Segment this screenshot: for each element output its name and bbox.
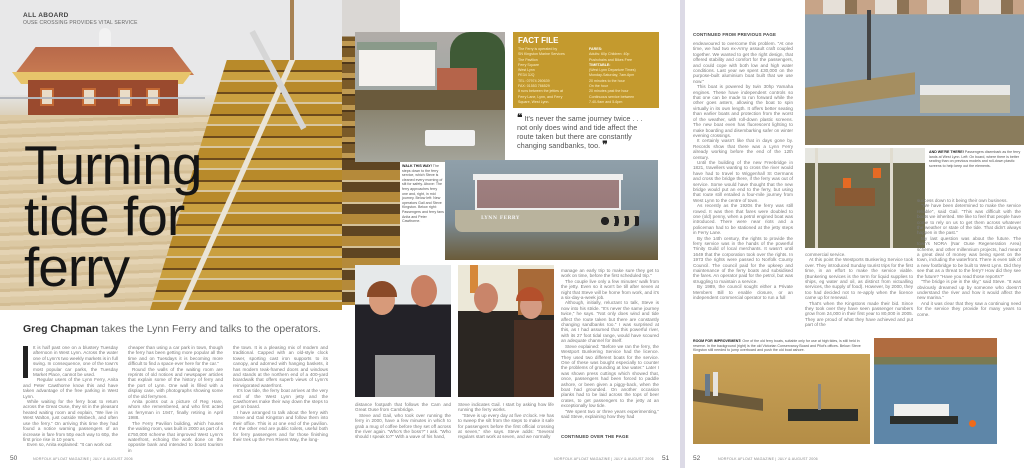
paragraph: By 1989, the council sought either a Private Members Bill to enable closure, or an independent commercial operator to run a full bbox=[693, 284, 793, 301]
byline bbox=[23, 323, 321, 335]
paragraph: Steve indicates Gail. I start by asking how life running the ferry works. bbox=[458, 402, 554, 413]
paragraph: Even so, Anita explained: "It can work out bbox=[27, 442, 112, 448]
body-column bbox=[458, 402, 554, 440]
page-50 bbox=[0, 0, 342, 468]
paragraph: Steve and Gail, who took over running the ferry in 2000, have a few minutes in which to grab a mug of coffee before they set off across the river again. "Who's the boss?" I ask. "Who should I speak to?" With a wave of his hand, bbox=[355, 412, 451, 440]
paragraph: cheaper than using a car park in town, though the ferry has been getting more popular all the time and on Tuesdays it is becoming more difficult to find a space ever here for the car." bbox=[128, 345, 223, 367]
photo-caption-there bbox=[929, 150, 1021, 168]
paragraph: By the 14th century, the rights to provide the ferry service was in the hands of the powerful Trinity Guild of local merchants. It wasn't until 1649 that the corporation took over the rights. In 1973 the rights were passed to Norfolk County Council. The council paid for the upkeep and maintenance of the ferry boats and subsidised the fares. An operator paid for the petrol, but was struggling to maintain a service. bbox=[693, 235, 793, 284]
paragraph: distance footpath that follows the Cam and Great Ouse from Cambridge. bbox=[355, 402, 451, 413]
page-number: 51 bbox=[662, 455, 670, 462]
caption-title: WALK THIS WAY! bbox=[402, 164, 432, 168]
caption-text: One of the old ferry boats, suitable only for use at high tides, is still held in reserve. In the background (right) is the old Victorian Conservancy Board and Pilot's offices. Below: Steve Kingston still needed to jump overboard and push the old boat ashore. bbox=[693, 339, 861, 353]
paragraph: "Steve is up every day at five o'clock. He has to sweep the silt from the steps to make it safe for passengers before the first official crossing at seven," she says. Steve adds: "Several regulars start work at seven, and we normally bbox=[458, 412, 554, 440]
photo-old-ferry-boat bbox=[693, 354, 870, 444]
fact-line: West Lynn bbox=[518, 68, 535, 73]
body-column bbox=[355, 402, 451, 440]
paragraph: And it was clear that they saw a continuing need for the service they provide for many years to come. bbox=[917, 300, 1021, 317]
fact-line: 7.40-9am and 5-6pm bbox=[589, 99, 623, 104]
photo-ferry-approaching bbox=[355, 32, 505, 162]
fact-line: 20 minutes past the hour bbox=[589, 89, 629, 94]
pull-quote-text: It's never the same journey twice . . . not only does wind and tide affect the route taken but there are constantly changing sandbanks, too. bbox=[517, 114, 643, 150]
paragraph: endeavoured to overcome this problem. "At one time, we had two ex-Army assault craft coupled together. We wanted to get the right design, that offered stability and comfort for the passengers, and could cope with both low and high water conditions. Last year we spent £30,000 on the purpose-built aluminium boat built that we use now." bbox=[693, 41, 793, 84]
author-name: Greg Chapman bbox=[23, 323, 99, 335]
body-columns bbox=[23, 345, 328, 453]
section-kicker bbox=[23, 12, 138, 26]
paragraph: success down to it being their own business. bbox=[917, 198, 1008, 203]
article-headline bbox=[24, 134, 202, 298]
byline-text: takes the Lynn Ferry and talks to the operators. bbox=[98, 323, 321, 335]
paragraph: The couple live only a few minutes' walk from the jetty. Even so it won't be till after seven at night that Steve will be home from work, and it's a six-day-a-week job. bbox=[561, 278, 659, 301]
fact-file-title: FACT FILE bbox=[518, 36, 559, 45]
photo-caption-improvement bbox=[693, 339, 868, 353]
paragraph: Until the building of the new Freebridge in 1821, travellers wanting to cross the river would have had to travel to Wiggenhall St Germans and cross the bridge there, if the ferry was out of service. Some would have thought that the new bridge would put an end to the ferry, but using that route still entailed a four-mile journey from West Lynn to the centre of town. bbox=[693, 159, 793, 203]
paragraph: It's low tide, the ferry boat arrives at the very end of the West Lynn jetty and the Cawthornes make their way down the steps to get on board. bbox=[233, 388, 328, 410]
paragraph: My last question was about the future. The town's NORA (Nar Ouse Regeneration Area) scheme, and other millennium projects, had meant a great deal of money was being spent on the town, including the waterfront. There is even talk of a new footbridge to be built to West Lynn. Did they see that as a threat to the ferry? How did they see the future? "Have you read those reports?" bbox=[917, 235, 1021, 279]
fact-line: On the hour bbox=[589, 84, 608, 89]
fact-file-box bbox=[513, 32, 659, 108]
fact-line: It runs between the jetties at bbox=[518, 89, 563, 94]
magazine-footer: NORFOLK AFLOAT MAGAZINE | JULY & AUGUST 2006 bbox=[718, 457, 818, 461]
fact-file-contact bbox=[518, 47, 581, 105]
magazine-footer: NORFOLK AFLOAT MAGAZINE | JULY & AUGUST 2006 bbox=[33, 457, 133, 461]
paragraph: This boat is powered by twin 30hp Yamaha engines. These have independent controls so that one can be made to run forward while the other goes astern, allowing the boat to spin virtually in its own length. It offers better seating than earlier boats and protection from the worst of the weather, with roll-down plastic screens. The new boat even has fluorescent lighting to make boarding and disembarking safer on winter evening crossings. bbox=[693, 84, 793, 138]
kicker-subtitle: OUSE CROSSING PROVIDES VITAL SERVICE bbox=[23, 20, 138, 26]
continued-over-label: CONTINUED OVER THE PAGE bbox=[561, 434, 629, 439]
fact-heading: FARES: bbox=[589, 47, 603, 51]
photo-onboard-ferry bbox=[805, 148, 925, 248]
fact-line: PE34 3JQ bbox=[518, 73, 535, 78]
photo-lynn-ferry-boat bbox=[445, 160, 658, 260]
close-quote-icon: ❞ bbox=[602, 140, 608, 151]
paragraph: Round the walls of the waiting room are reprints of old notices and newspaper articles that explain some of the history of ferry and the port of Lynn. One wall is filled with a display case, with photographs showing some of the old ferrymen. bbox=[128, 366, 223, 399]
body-column bbox=[23, 345, 118, 453]
paragraph: commercial service. bbox=[805, 252, 846, 257]
paragraph: It is half past one on a blustery Tuesday afternoon in West Lynn. Across the water one of Lynn's two weekly markets is in full swing. In consequence, one of the town's most popular car parks, the Tuesday Market Place, cannot be used. bbox=[33, 345, 118, 378]
fact-line: Pushchairs and Bikes Free bbox=[589, 57, 632, 62]
paragraph: Although, initially, reluctant to talk, Steve is now into his stride. "It's never the same journey twice," he says. "Not only does wind and tide affect the route taken but there are constantly changing sandbanks too." I was surprised at this, as I had assumed that this powerful river, with its 27 foot tidal range, would have scoured an adequate channel for itself. bbox=[561, 300, 659, 344]
paragraph: "The bridge is pie in the sky," said Steve. "It was obviously dreamed up by someone who doesn't understand the river and how it would affect the new marina." bbox=[917, 279, 1021, 301]
photo-caption-walk bbox=[402, 164, 444, 224]
fact-line: Monday-Saturday, 7am-6pm bbox=[589, 73, 635, 78]
photo-ferry-at-west-lynn-jetty bbox=[805, 0, 1024, 145]
body-column bbox=[805, 252, 913, 328]
photo-ferry-on-river bbox=[874, 338, 997, 444]
fact-line: Square, West Lynn. bbox=[518, 99, 550, 104]
headline-line: Turning bbox=[24, 134, 202, 196]
body-column bbox=[233, 345, 328, 453]
paragraph: As recently as the 1920s the ferry was still rowed. It was then that fares were doubled to one (old) penny, when a petrol engined boat was introduced. There were near riots and a policeman had to be stationed at the jetty steps in Ferry Lane. bbox=[693, 203, 793, 236]
paragraph: That's when the Kingstons made their bid. Since they took over they have seen passenger numbers grow from 24,000 in their first year to 80,000 in 2005. They are proud of what they have achieved and put part of the bbox=[805, 300, 913, 328]
continued-from-label: CONTINUED FROM PREVIOUS PAGE bbox=[693, 32, 777, 37]
page-52 bbox=[685, 0, 1024, 468]
headline-line: tide for bbox=[24, 185, 185, 247]
body-column bbox=[917, 198, 1021, 317]
body-column bbox=[561, 268, 659, 419]
fact-line: The Pavilion bbox=[518, 57, 538, 62]
fact-line: Continuous service between bbox=[589, 94, 635, 99]
drop-cap bbox=[23, 346, 28, 378]
open-quote-icon: ❝ bbox=[517, 113, 523, 124]
fact-line: TEL: 07974 260639 bbox=[518, 78, 550, 83]
paragraph: The Ferry Pavilion building, which houses the waiting room, was built in 2000 as part of a £750,000 scheme that improved West Lynn's waterfront, echoing the work done on the opposite bank and intended to boost tourism in bbox=[128, 420, 223, 453]
page-number: 50 bbox=[10, 455, 18, 462]
paragraph: the town. It is a pleasing mix of modern and traditional. Capped with an old-style clock tower, sporting cast iron supports to its canopy, and adorned with hanging baskets, it has modern teak-framed doors and windows and stands at the northern end of a 400-yard boardwalk that offers superb views of Lynn's reinvigorated waterfront. bbox=[233, 345, 328, 388]
fact-line: Ferry Square bbox=[518, 62, 539, 67]
fact-line: SN Kingston Marine Services bbox=[518, 52, 565, 57]
magazine-footer: NORFOLK AFLOAT MAGAZINE | JULY & AUGUST 2006 bbox=[554, 457, 654, 461]
kicker-title: ALL ABOARD bbox=[23, 12, 69, 19]
fact-line: 20 minutes to the hour bbox=[589, 78, 625, 83]
pull-quote bbox=[517, 114, 647, 150]
headline-line: ferry bbox=[24, 236, 129, 298]
caption-text: The steps down to the ferry service, which Steve is cleaned every morning of silt for safety. Above: The ferry approaches ferry one and, right, in mid journey. Below left: New operators Gail and Steve Kingston. Below right: Passengers and ferry fans Anita and Peter Cawthorne. bbox=[402, 164, 444, 224]
fact-line: FAX: 01553 766529 bbox=[518, 84, 550, 89]
caption-title: ROOM FOR IMPROVEMENT: bbox=[693, 339, 742, 343]
body-column bbox=[693, 41, 793, 301]
paragraph: At this point the Westports Bunkering Service took over. They introduced Sunday tourist trips for the first time, in an effort to make the service viable. (Bunkering services is the term for liquid supplies to ships, eg water and oil, as distinct from victualling services, the supply of food). However, by 2000, they too had decided not to re-apply when the licence came up for renewal. bbox=[805, 257, 913, 301]
fact-line: The Ferry is operated by bbox=[518, 47, 558, 51]
fact-heading: TIMETABLE: bbox=[589, 62, 611, 67]
body-column bbox=[128, 345, 223, 453]
caption-text: Passengers disembark as the ferry lands at West Lynn. Left: On board, where there is better seating than on previous models and roll-down plastic screens to help keep out the elements. bbox=[929, 150, 1021, 168]
fact-line: Ferry Lane, Lynn, and Ferry bbox=[518, 94, 563, 99]
caption-title: AND WE'RE THERE! bbox=[929, 150, 964, 154]
paragraph: Regular users of the Lynn Ferry, Anita and Peter Cawthorne know this and have taken advantage of the free parking in West Lynn. bbox=[23, 377, 118, 399]
boat-name-label: LYNN FERRY bbox=[481, 216, 520, 221]
paragraph: "We spent two or three years experimenting," said Steve, explaining how they had bbox=[561, 408, 659, 419]
photo-gail-and-steve-kingston bbox=[355, 265, 451, 397]
paragraph: I have arranged to talk about the ferry with Steve and Gail Kingston and follow them into their office. This is at one end of the pavilion. At the other end are public toilets, useful both for ferry passengers and for those finishing their trek up the Fen Rivers Way, the long- bbox=[233, 409, 328, 442]
paragraph: Steve explained: "Before we ran the ferry, the Westport Bunkering Service had the licence. They used two different boats for the service. One of these was bought especially to counter the problems of grounding at low water." Later I was shown press cuttings which showed that, once, passengers had been forced to paddle ashore, or been given a piggy-back, when the boat had grounded. On another occasion planks had to be laid across the tops of beer crates, to get passengers to the jetty at an exceptionally low tide. bbox=[561, 343, 659, 409]
page-51 bbox=[342, 0, 680, 468]
paragraph: manage an early trip to make sure they get to work on time, before the first scheduled trip." bbox=[561, 268, 659, 279]
fact-line: (West Lynn Departure Times) bbox=[589, 68, 636, 73]
paragraph: Anita points out a picture of Reg Hare, whom she remembered, and who first acted as ferryman in 1947, finally retiring in April 1988. bbox=[128, 399, 223, 421]
paragraph: While waiting for the ferry boat to return across the Great Ouse, they sit in the pleasant heated waiting room and explain, "We live in West Walton, just outside Wisbech, and often use the ferry." On arriving this time they had found a notice warning passengers of an increase in fare from 50p each way to 60p, the first price rise in 10 years. bbox=[23, 399, 118, 442]
fact-line: Adults: 60p Children: 40p bbox=[589, 52, 630, 57]
page-number: 52 bbox=[693, 455, 701, 462]
fact-file-fares-timetable bbox=[589, 47, 654, 105]
photo-anita-and-peter-cawthorne bbox=[458, 265, 554, 397]
paragraph: "We have been determined to make the service reliable", said Gail. "This was difficult with the boats we inherited. We like to feel that people have come to rely on us to get them across whatever the weather or state of the tide. That didn't always happen in the past." bbox=[917, 203, 1021, 236]
paragraph: It certainly wasn't like that in days gone by. Records show that there was a Lynn Ferry already working before the end of the 12th century. bbox=[693, 138, 793, 160]
